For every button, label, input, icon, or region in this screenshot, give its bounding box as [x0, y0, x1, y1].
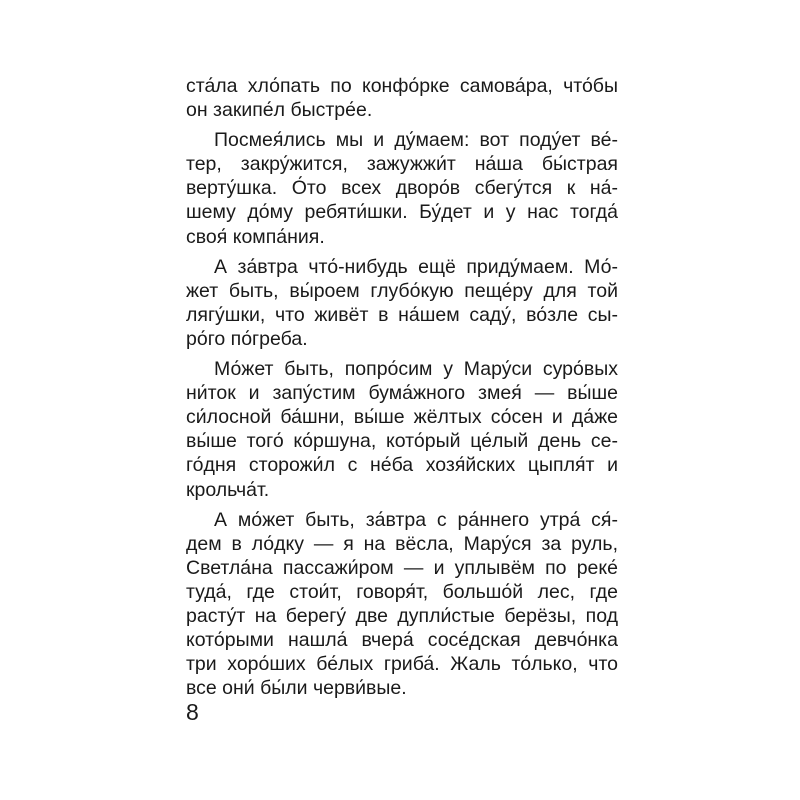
text-line: верту́шка. О́то всех дворо́в сбегу́тся к на́- [186, 177, 618, 200]
text-line: лягу́шки, что живёт в на́шем саду́, во́зле сы- [186, 303, 618, 326]
text-line: ни́ток и запу́стим бума́жного змея́ — вы́ше [186, 382, 618, 405]
paragraph-3 [186, 255, 618, 351]
text-line: го́дня сторожи́л с не́ба хозя́йских цыпля́т и [186, 454, 618, 477]
text-line: дем в ло́дку — я на вёсла, Мару́ся за руль, [186, 532, 618, 555]
paragraph-5 [186, 508, 618, 701]
text-line: расту́т на берегу́ две дупли́стые берёзы, под [186, 604, 618, 627]
paragraph-4 [186, 357, 618, 502]
text-line: А мо́жет быть, за́втра с ра́ннего утра́ ся́- [214, 508, 618, 531]
text-line: кото́рыми нашла́ вчера́ сосе́дская девчо́нка [186, 629, 618, 652]
paragraph-1 [186, 74, 618, 122]
text-line: жет быть, вы́роем глубо́кую пеще́ру для той [186, 279, 618, 302]
text-line: Мо́жет быть, попро́сим у Мару́си суро́вых [214, 358, 618, 381]
text-line: вы́ше того́ ко́ршуна, кото́рый це́лый день се- [186, 430, 618, 453]
body-text [186, 74, 618, 700]
text-line: ро́го по́греба. [186, 327, 308, 350]
text-line: крольча́т. [186, 478, 270, 501]
text-line: он закипе́л быстре́е. [186, 99, 373, 122]
text-line: си́лосной ба́шни, вы́ше жёлтых со́сен и да́же [186, 406, 618, 429]
text-line: своя́ компа́ния. [186, 225, 325, 248]
text-line: А за́втра что́-нибудь ещё приду́маем. Мо́- [214, 255, 618, 278]
text-line: туда́, где стои́т, говоря́т, большо́й лес, где [186, 580, 618, 603]
text-line: три хоро́ших бе́лых гриба́. Жаль то́лько, что [186, 653, 618, 676]
text-line: тер, закру́жится, зажужжи́т на́ша бы́страя [186, 153, 618, 176]
text-line: все они́ бы́ли черви́вые. [186, 677, 407, 700]
text-line: Светла́на пассажи́ром — и уплывём по реке́ [186, 556, 618, 579]
text-line: ста́ла хло́пать по конфо́рке самова́ра, что́бы [186, 75, 618, 97]
page-number: 8 [186, 699, 199, 725]
text-line: шему до́му ребяти́шки. Бу́дет и у нас тогда́ [186, 201, 618, 224]
paragraph-2 [186, 128, 618, 248]
text-line: Посмея́лись мы и ду́маем: вот поду́ет ве́- [214, 129, 618, 152]
